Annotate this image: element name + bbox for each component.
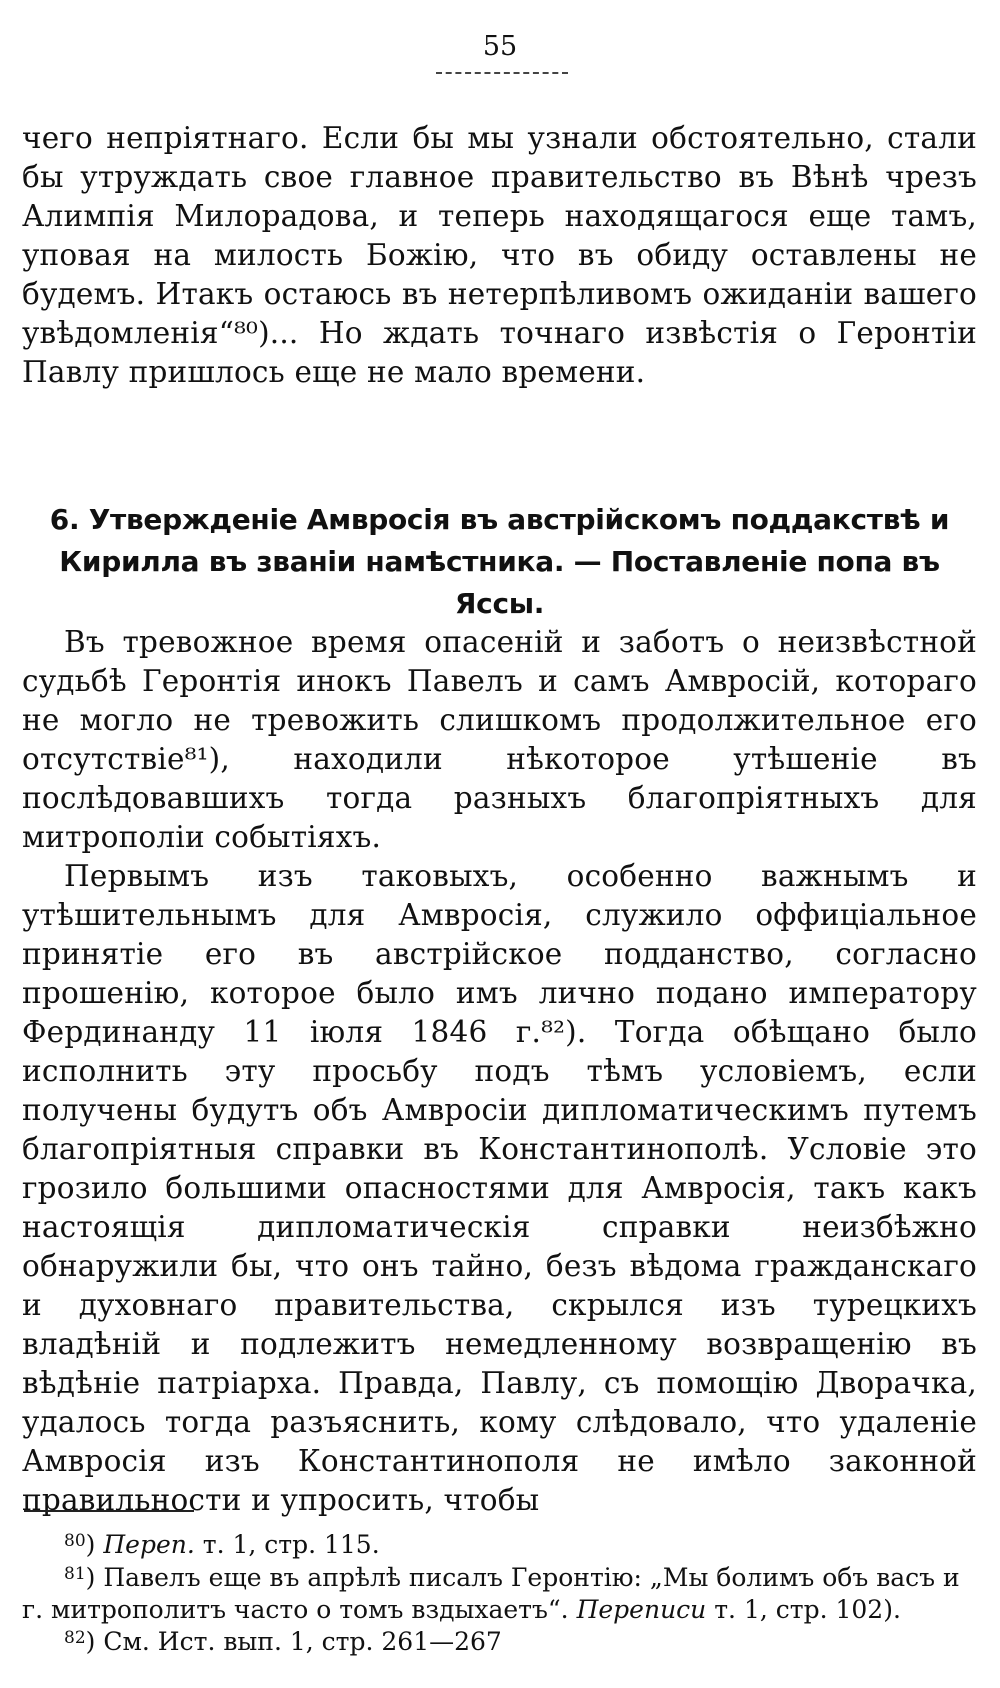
page-number-rule <box>436 72 568 74</box>
paragraph-continuation: чего непріятнаго. Если бы мы узнали обстоятельно, стали бы утруждать свое главное правительство въ Вѣнѣ чрезъ Алимпія Милорадова, и теперь находящагося еще тамъ, уповая на милость Божію, что въ обиду оставлены не будемъ. Итакъ остаюсь въ нетерпѣливомъ ожиданіи вашего увѣдомленія“⁸⁰)... Но ждать точнаго извѣстія о Геронтіи Павлу пришлось еще не мало времени. <box>22 121 977 389</box>
footnote-text: т. 1, стр. 115. <box>194 1530 380 1559</box>
footnote-text: ) Павелъ еще въ апрѣлѣ писалъ Геронтію: „Мы болимъ объ васъ и г. митрополитъ часто о томъ вздыхаетъ“. <box>22 1563 960 1624</box>
footnote-text: ) См. Ист. вып. 1, стр. 261—267 <box>85 1627 502 1656</box>
footnote-80 <box>22 1525 977 1561</box>
footnote-mark: 81 <box>64 1564 86 1584</box>
section-heading: 6. Утвержденіе Амвросія въ австрійскомъ поддакствѣ и Кирилла въ званіи намѣстника. — Поставленіе попа въ Яссы. <box>49 503 950 620</box>
paragraph-body: Въ тревожное время опасеній и заботъ о неизвѣстной судьбѣ Геронтія инокъ Павелъ и самъ Амвросій, котораго не могло не тревожить слишкомъ продолжительное его отсутствіе⁸¹), находили нѣкоторое утѣшеніе въ послѣдовавшихъ тогда разныхъ благопріятныхъ для митрополіи событіяхъ. <box>22 625 977 854</box>
footnote-81 <box>22 1558 977 1626</box>
footnote-rule <box>24 1510 194 1512</box>
footnote-mark: 80 <box>64 1531 86 1551</box>
footnote-82 <box>22 1622 977 1658</box>
page-number: 55 <box>482 31 518 62</box>
footnote-source-title: Переп. <box>103 1530 195 1559</box>
footnote-mark: 82 <box>64 1628 86 1648</box>
footnote-text: ) <box>85 1530 104 1559</box>
footnote-text: т. 1, стр. 102). <box>706 1595 901 1624</box>
paragraph-body: Первымъ изъ таковыхъ, особенно важнымъ и утѣшительнымъ для Амвросія, служило оффиціальное принятіе его въ австрійское подданство, согласно прошенію, которое было имъ лично подано императору Фердинанду 11 іюля 1846 г.⁸²). Тогда обѣщано было исполнить эту просьбу подъ тѣмъ условіемъ, если получены будутъ объ Амвросіи дипломатическимъ путемъ благопріятныя справки въ Константинополѣ. Условіе это грозило большими опасностями для Амвросія, такъ какъ настоящія дипломатическія справки неизбѣжно обнаружили бы, что онъ тайно, безъ вѣдома гражданскаго и духовнаго правительства, скрылся изъ турецкихъ владѣній и подлежитъ немедленному возвращенію въ вѣдѣніе патріарха. Правда, Павлу, съ помощію Дворачка, удалось тогда разъяснить, кому слѣдовало, что удаленіе Амвросія изъ Константинополя не имѣло законной правильности и упросить, чтобы <box>22 859 977 1517</box>
footnote-source-title: Переписи <box>576 1595 707 1624</box>
